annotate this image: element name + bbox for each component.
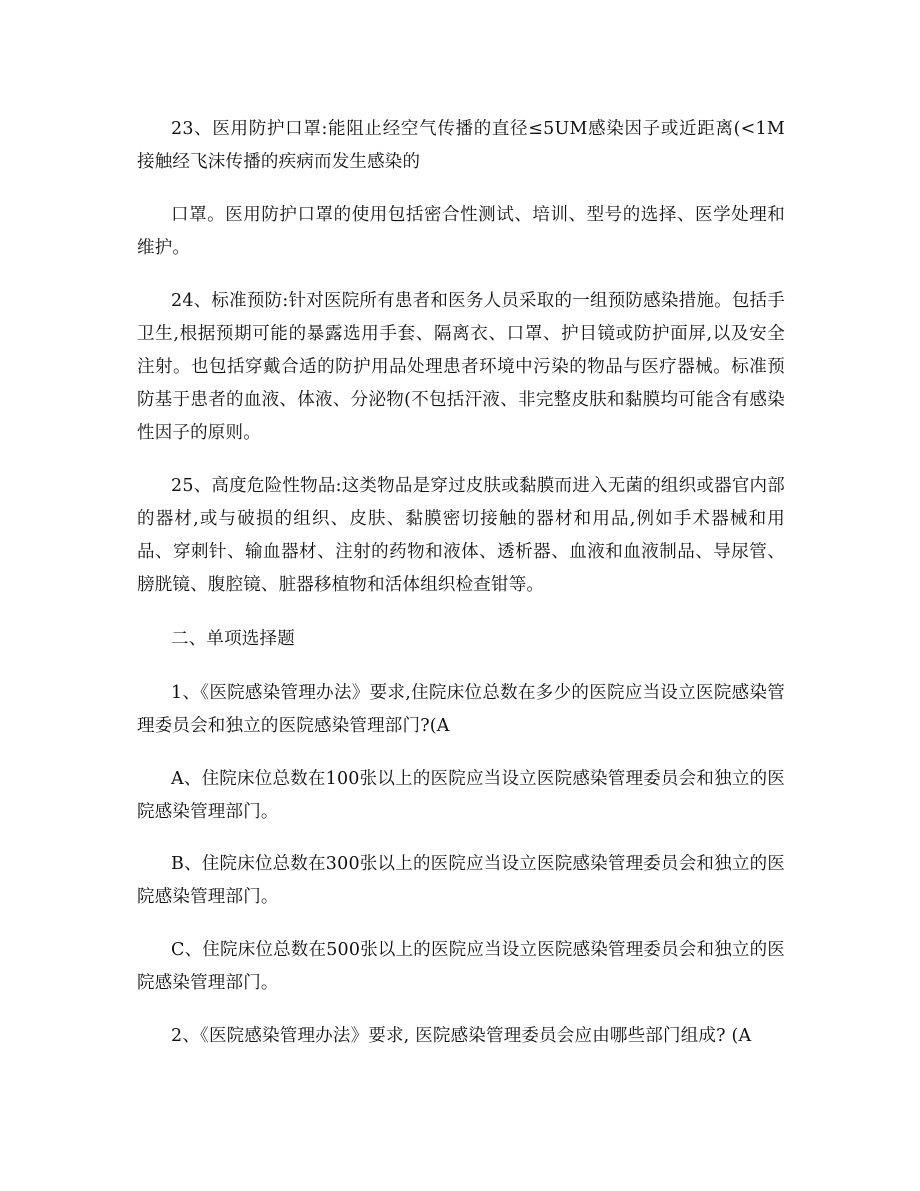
paragraph-definition-23-cont: 口罩。医用防护口罩的使用包括密合性测试、培训、型号的选择、医学处理和维护。 <box>137 205 785 258</box>
paragraph-definition-23: 23、医用防护口罩:能阻止经空气传播的直径≤5UM感染因子或近距离(<1M接触经飞沫传播的疾病而发生感染的 <box>137 119 785 172</box>
question-1-option-c: C、住院床位总数在500张以上的医院应当设立医院感染管理委员会和独立的医院感染管理部门。 <box>137 940 785 993</box>
section-heading-single-choice: 二、单项选择题 <box>171 629 295 649</box>
question-1-option-a: A、住院床位总数在100张以上的医院应当设立医院感染管理委员会和独立的医院感染管理部门。 <box>137 769 785 822</box>
question-1-option-b: B、住院床位总数在300张以上的医院应当设立医院感染管理委员会和独立的医院感染管理部门。 <box>137 854 785 907</box>
paragraph-definition-25: 25、高度危险性物品:这类物品是穿过皮肤或黏膜而进入无菌的组织或器官内部的器材,或与破损的组织、皮肤、黏膜密切接触的器材和用品,例如手术器械和用品、穿刺针、输血器材、注射的药物和液体、透析器、血液和血液制品、导尿管、膀胱镜、腹腔镜、脏器移植物和活体组织检查钳等。 <box>137 476 785 595</box>
question-1: 1、《医院感染管理办法》要求,住院床位总数在多少的医院应当设立医院感染管理委员会和独立的医院感染管理部门?(A <box>137 683 785 736</box>
paragraph-definition-24: 24、标准预防:针对医院所有患者和医务人员采取的一组预防感染措施。包括手卫生,根据预期可能的暴露选用手套、隔离衣、口罩、护目镜或防护面屏,以及安全注射。也包括穿戴合适的防护用品处理患者环境中污染的物品与医疗器械。标准预防基于患者的血液、体液、分泌物(不包括汗液、非完整皮肤和黏膜均可能含有感染性因子的原则。 <box>137 291 785 443</box>
question-2: 2、《医院感染管理办法》要求, 医院感染管理委员会应由哪些部门组成? (A <box>171 1026 752 1046</box>
